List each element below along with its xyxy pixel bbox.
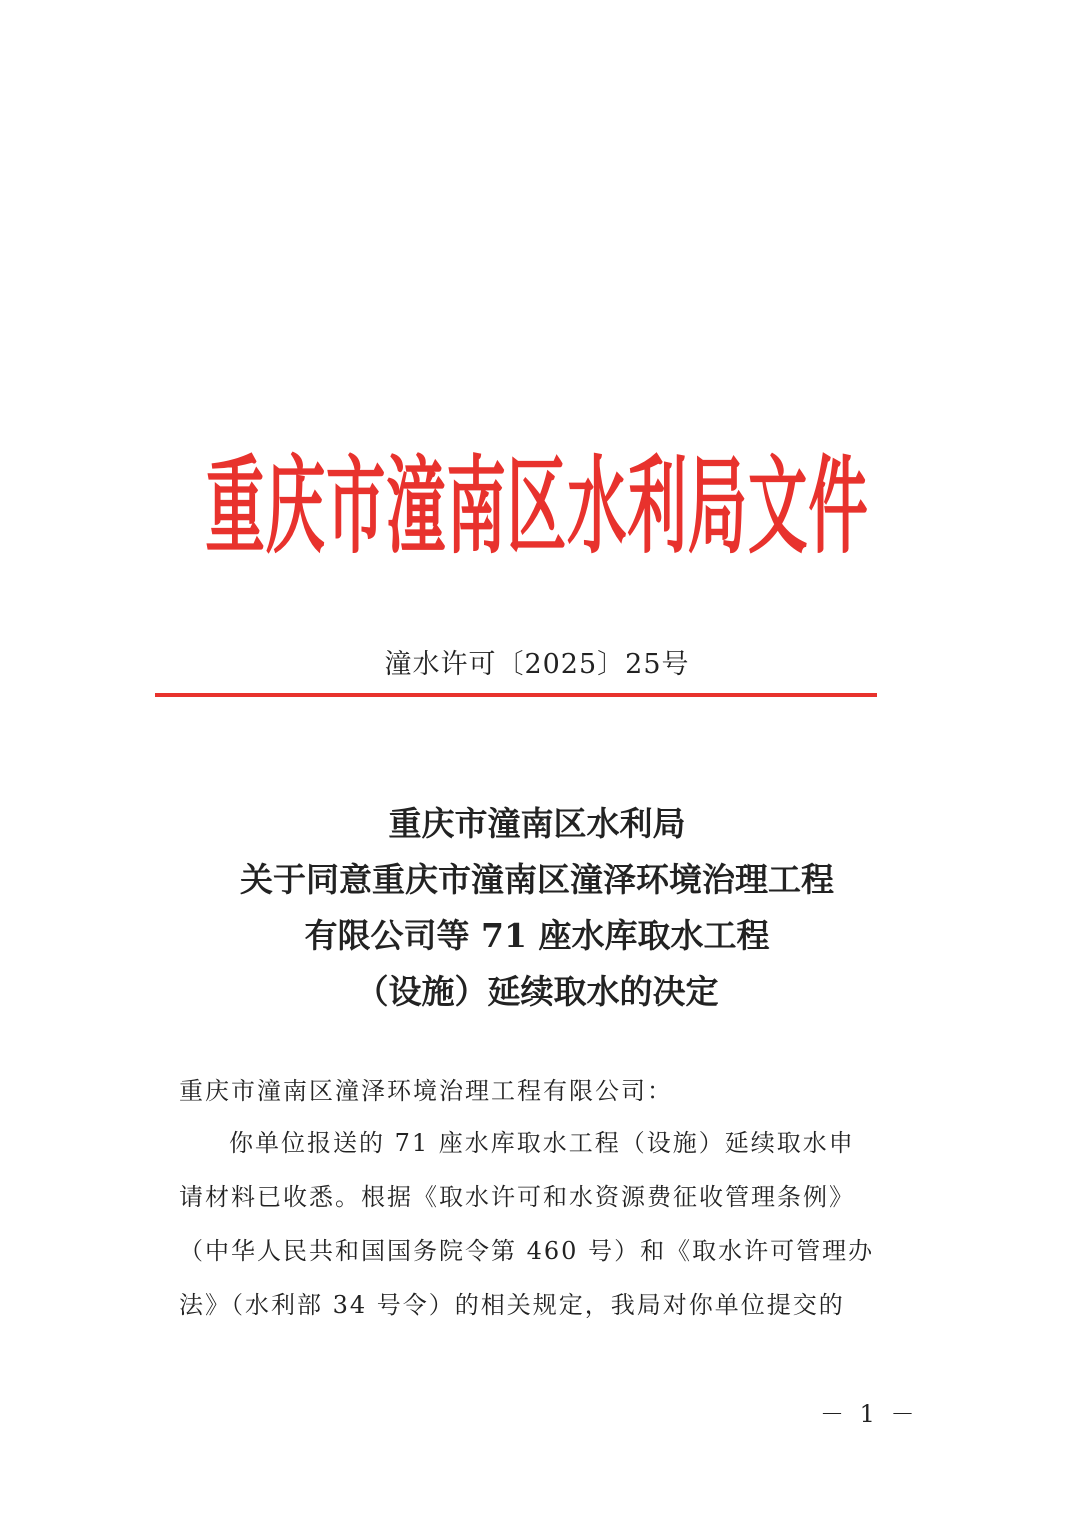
document-subject [0,796,1074,1020]
body-line: 法》（水利部 34 号令）的相关规定，我局对你单位提交的 [179,1291,845,1319]
body-line: （中华人民共和国国务院令第 460 号）和《取水许可管理办 [179,1237,875,1265]
body-line: 你单位报送的 71 座水库取水工程（设施）延续取水申 [229,1129,855,1157]
body-text [179,1116,891,1332]
body-line: 请材料已收悉。根据《取水许可和水资源费征收管理条例》 [179,1183,855,1211]
red-header-title: 重庆市潼南区水利局文件 [205,445,869,569]
subject-line: （设施）延续取水的决定 [355,972,719,1011]
subject-line: 重庆市潼南区水利局 [388,804,686,843]
page-number: － 1 － [820,1400,919,1428]
subject-line: 关于同意重庆市潼南区潼泽环境治理工程 [240,860,834,899]
addressee: 重庆市潼南区潼泽环境治理工程有限公司： [179,1077,673,1105]
subject-line: 有限公司等 71 座水库取水工程 [304,916,770,955]
red-separator-line [155,693,877,697]
document-number: 潼水许可〔2025〕25号 [384,649,690,680]
